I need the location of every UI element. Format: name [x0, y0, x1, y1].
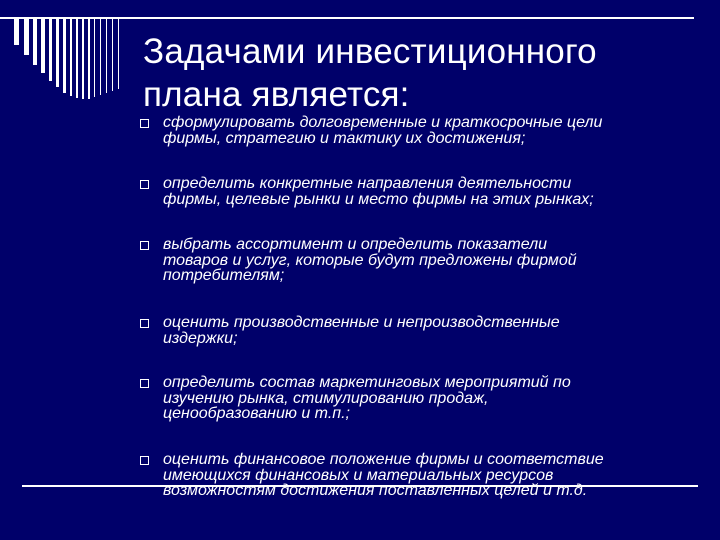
slide-title	[143, 30, 703, 116]
hollow-square-icon	[140, 119, 149, 128]
bullet-text	[163, 115, 678, 146]
hollow-square-icon	[140, 319, 149, 328]
bullet-line: издержки;	[163, 329, 238, 347]
bullet-line: потребителям;	[163, 267, 285, 284]
hollow-square-icon	[140, 379, 149, 388]
bullet-line: определить состав маркетинговых мероприятий по	[163, 374, 571, 391]
bullet-line: фирмы, целевые рынки и место фирмы на этих рынках;	[163, 190, 594, 208]
bullet-line: выбрать ассортимент и определить показатели	[163, 236, 548, 253]
stripe	[70, 17, 72, 96]
bullet-line: оценить финансовое положение фирмы и соответствие	[163, 451, 604, 468]
bullet-text	[163, 315, 678, 346]
stripe	[112, 17, 113, 91]
stripe	[24, 17, 29, 55]
bullet-line: ценообразованию и т.п.;	[163, 405, 350, 422]
stripe	[76, 17, 78, 98]
bullet-line: изучению рынка, стимулированию продаж,	[163, 389, 489, 407]
bullet-line: сформулировать долговременные и краткосрочные цели	[163, 114, 603, 131]
stripe	[56, 17, 59, 87]
hollow-square-icon	[140, 180, 149, 189]
stripe	[41, 17, 45, 73]
stripe	[49, 17, 52, 81]
bullet-text	[163, 176, 678, 207]
bullet-text	[163, 375, 678, 422]
bullet-text	[163, 237, 678, 284]
hollow-square-icon	[140, 456, 149, 465]
stripe	[118, 17, 119, 89]
stripe	[33, 17, 37, 65]
title-line: Задачами инвестиционного	[143, 32, 597, 71]
stripe	[14, 17, 19, 45]
stripe	[106, 17, 107, 93]
title-line: плана является:	[143, 75, 410, 114]
bullet-line: возможностям достижения поставленных целей и т.д.	[163, 482, 588, 499]
bullet-line: фирмы, стратегию и тактику их достижения;	[163, 129, 526, 147]
bullet-line: определить конкретные направления деятельности	[163, 175, 572, 192]
bullet-text	[163, 452, 678, 499]
stripe	[82, 17, 84, 99]
decorative-stripes	[14, 17, 134, 99]
stripe	[100, 17, 101, 95]
hollow-square-icon	[140, 241, 149, 250]
stripe	[63, 17, 66, 93]
bullet-line: оценить производственные и непроизводственные	[163, 314, 560, 331]
stripe	[94, 17, 95, 97]
stripe	[88, 17, 90, 99]
bullet-line: товаров и услуг, которые будут предложены фирмой	[163, 251, 577, 269]
bullet-line: имеющихся финансовых и материальных ресурсов	[163, 466, 554, 484]
